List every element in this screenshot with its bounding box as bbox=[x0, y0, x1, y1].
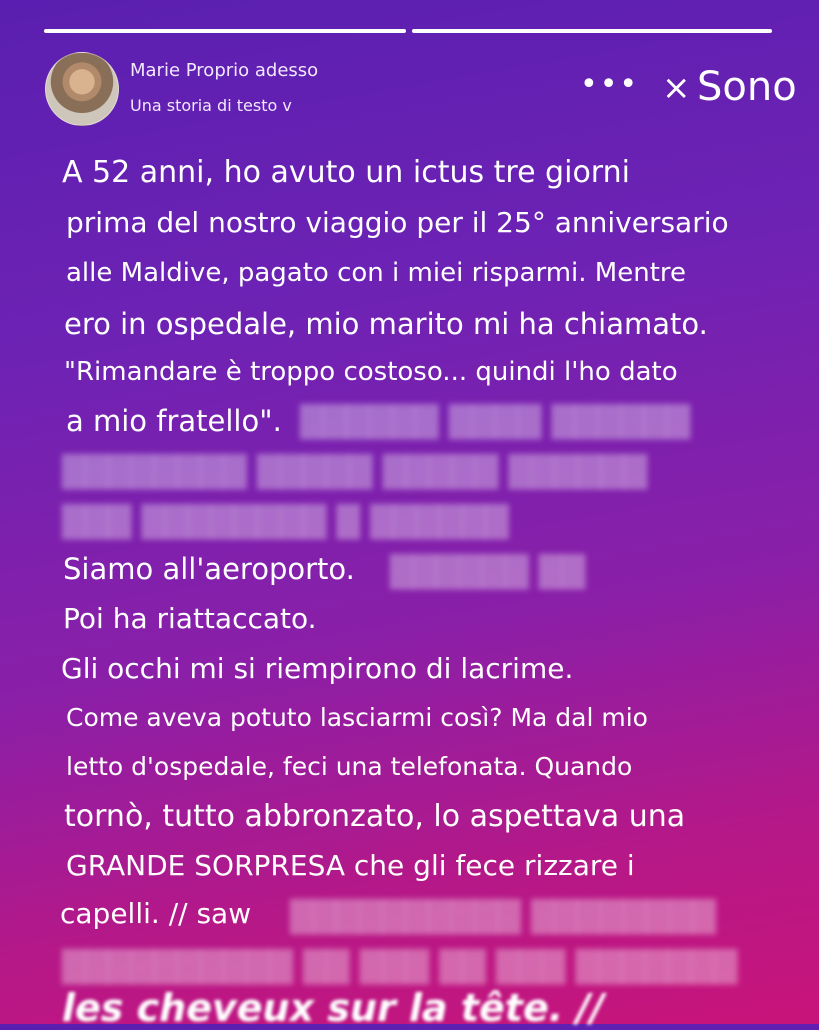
story-progress-bar-1 bbox=[44, 29, 406, 33]
story-line: prima del nostro viaggio per il 25° anniversario bbox=[66, 206, 729, 239]
avatar[interactable] bbox=[45, 52, 119, 126]
story-line: Poi ha riattaccato. bbox=[63, 602, 317, 635]
story-line: GRANDE SORPRESA che gli fece rizzare i bbox=[66, 849, 635, 882]
story-line: alle Maldive, pagato con i miei risparmi. Mentre bbox=[66, 258, 687, 288]
story-line: Come aveva potuto lasciarmi così? Ma dal mio bbox=[66, 703, 648, 732]
story-subtitle: Una storia di testo v bbox=[130, 96, 292, 115]
ghost-text: ██████████ ██ ███ ██ ███ ███████ bbox=[62, 950, 738, 985]
story-line: Gli occhi mi si riempirono di lacrime. bbox=[61, 652, 574, 685]
close-icon[interactable]: × bbox=[662, 68, 691, 108]
story-line: "Rimandare è troppo costoso... quindi l'ho dato bbox=[64, 357, 678, 387]
story-line: letto d'ospedale, feci una telefonata. Quando bbox=[66, 752, 633, 781]
more-options-icon[interactable]: ••• bbox=[580, 67, 640, 102]
ghost-text: ████████ █████ █████ ██████ bbox=[62, 455, 648, 490]
story-line: Siamo all'aeroporto. bbox=[63, 552, 355, 586]
story-line: A 52 anni, ho avuto un ictus tre giorni bbox=[62, 155, 630, 190]
ghost-text: ███ ████████ █ ██████ bbox=[62, 505, 509, 540]
ghost-text: ██████ ██ bbox=[390, 555, 586, 590]
ghost-text: ██████ ████ ██████ bbox=[300, 405, 691, 440]
story-line: capelli. // saw bbox=[60, 897, 252, 930]
story-author-time: Marie Proprio adesso bbox=[130, 60, 319, 81]
story-progress-bar-2 bbox=[412, 29, 772, 33]
close-label[interactable]: Sono bbox=[697, 64, 797, 110]
overlay-caption: les cheveux sur la tête. // bbox=[62, 986, 605, 1030]
story-line: a mio fratello". bbox=[66, 404, 282, 438]
story-line: tornò, tutto abbronzato, lo aspettava una bbox=[64, 799, 686, 834]
ghost-text: ██████████ ████████ bbox=[290, 900, 716, 935]
story-line: ero in ospedale, mio marito mi ha chiamato. bbox=[64, 307, 708, 341]
